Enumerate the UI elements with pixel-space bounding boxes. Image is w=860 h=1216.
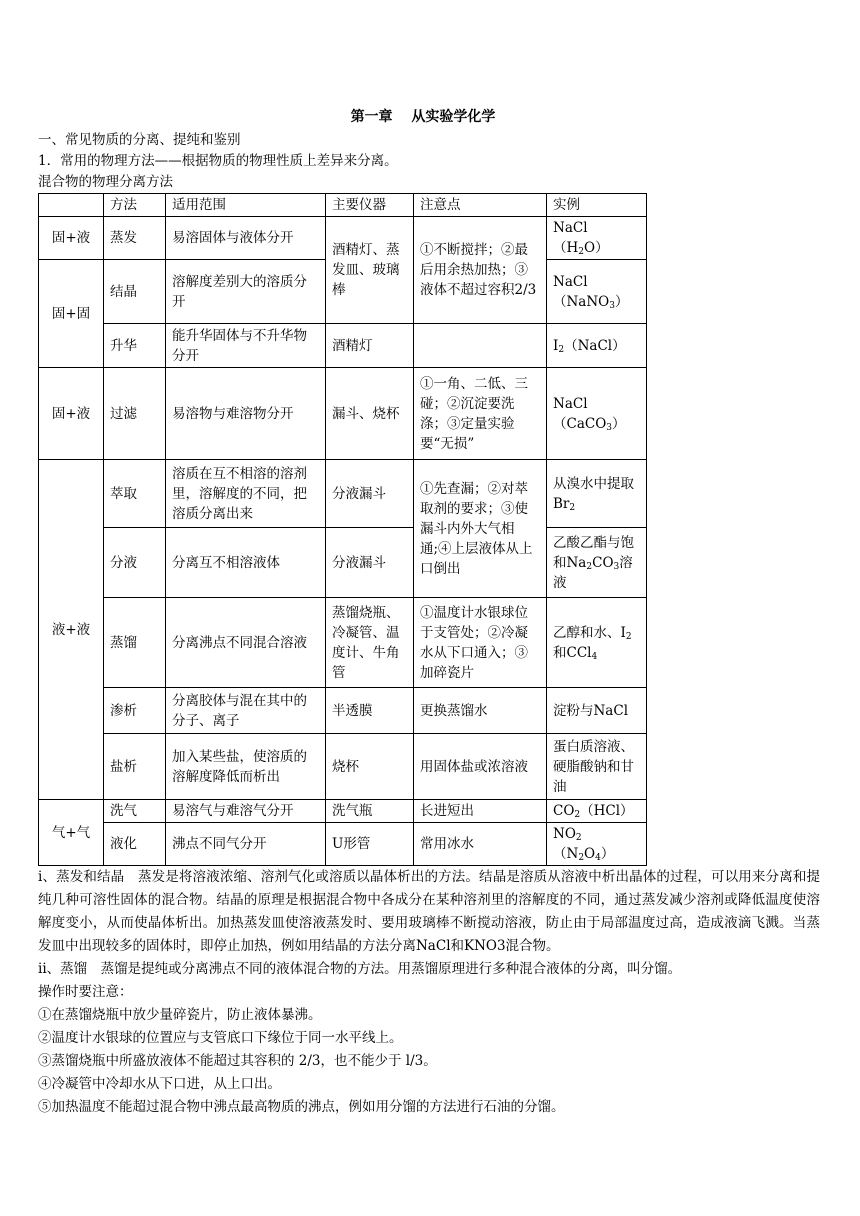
notice-item: ②温度计水银球的位置应与支管底口下缘位于同一水平线上。 [38, 1030, 403, 1046]
example-cell: 从溴水中提取$Br_2$ [547, 460, 647, 528]
example-cell: 乙醇和水、$I_2$和CCl$_4$ [547, 598, 647, 688]
notes-cell: 常用冰水 [414, 823, 547, 866]
instrument-cell: 酒精灯 [326, 324, 414, 368]
example-cell: $I_2(NaCl)$ [547, 324, 647, 368]
paragraph-distillation: ii、蒸馏 蒸馏是提纯或分离沸点不同的液体混合物的方法。用蒸馏原理进行多种混合液体的分离，叫分馏。 [38, 961, 682, 977]
scope-cell: 加入某些盐，使溶质的溶解度降低而析出 [166, 734, 326, 800]
scope-cell: 易溶气与难溶气分开 [166, 800, 326, 823]
example-cell: $CO_2(HCl)$ [547, 800, 647, 823]
subsection-heading: 1．常用的物理方法——根据物质的物理性质上差异来分离。 [38, 153, 398, 169]
method-cell: 萃取 [104, 460, 166, 528]
scope-cell: 分离互不相溶液体 [166, 528, 326, 598]
state-cell: 液+液 [39, 460, 104, 800]
table-row [39, 734, 647, 800]
header-cell: 方法 [104, 194, 166, 217]
instrument-cell: 洗气瓶 [326, 800, 414, 823]
scope-cell: 沸点不同气分开 [166, 823, 326, 866]
scope-cell: 能升华固体与不升华物分开 [166, 324, 326, 368]
separation-methods-table [38, 193, 647, 866]
notice-item: ①在蒸馏烧瓶中放少量碎瓷片，防止液体暴沸。 [38, 1007, 322, 1023]
scope-cell: 溶解度差别大的溶质分开 [166, 260, 326, 324]
method-cell: 结晶 [104, 260, 166, 324]
notice-item: ③蒸馏烧瓶中所盛放液体不能超过其容积的 2/3，也不能少于 l/3。 [38, 1053, 437, 1069]
notice-item: ④冷凝管中冷却水从下口进，从上口出。 [38, 1076, 281, 1092]
notes-cell [414, 324, 547, 368]
state-cell: 固+液 [39, 217, 104, 260]
header-cell: 主要仪器 [326, 194, 414, 217]
example-cell: 蛋白质溶液、硬脂酸钠和甘油 [547, 734, 647, 800]
notice-title: 操作时要注意： [38, 984, 133, 1000]
instrument-cell: 蒸馏烧瓶、冷凝管、温度计、牛角管 [326, 598, 414, 688]
state-cell: 固+液 [39, 368, 104, 460]
notes-cell: ①一角、二低、三碰；②沉淀要洗涤；③定量实验要“无损” [414, 368, 547, 460]
scope-cell: 易溶固体与液体分开 [166, 217, 326, 260]
state-cell: 固+固 [39, 260, 104, 368]
document-page [38, 104, 828, 1119]
example-cell: 淀粉与NaCl [547, 688, 647, 734]
instrument-cell: 半透膜 [326, 688, 414, 734]
instrument-cell: U形管 [326, 823, 414, 866]
table-row [39, 460, 647, 528]
header-cell: 实例 [547, 194, 647, 217]
method-cell: 盐析 [104, 734, 166, 800]
notes-cell: 用固体盐或浓溶液 [414, 734, 547, 800]
scope-cell: 溶质在互不相溶的溶剂里，溶解度的不同，把溶质分离出来 [166, 460, 326, 528]
notes-cell: 长进短出 [414, 800, 547, 823]
paragraph-evaporation-crystallization: i、蒸发和结晶 蒸发是将溶液浓缩、溶剂气化或溶质以晶体析出的方法。结晶是溶质从溶液中析出晶体的过程，可以用来分离和提纯几种可溶性固体的混合物。结晶的原理是根据混合物中各成分在某种溶剂里的溶解度的不同，通过蒸发减少溶剂或降低温度使溶解度变小，从而使晶体析出。加热蒸发皿使溶液蒸发时、要用玻璃棒不断搅动溶液，防止由于局部温度过高，造成液滴飞溅。当蒸发皿中出现较多的固体时，即停止加热，例如用结晶的方法分离NaCl和KNO3混合物。 [38, 869, 820, 954]
example-cell: NaCl（CaCO$_3$） [547, 368, 647, 460]
header-cell: 适用范围 [166, 194, 326, 217]
method-cell: 蒸发 [104, 217, 166, 260]
method-cell: 渗析 [104, 688, 166, 734]
chapter-title: 第一章 从实验学化学 [350, 109, 496, 125]
notes-cell: ①不断搅拌；②最后用余热加热；③液体不超过容积2/3 [414, 217, 547, 324]
header-cell [39, 194, 104, 217]
method-cell: 过滤 [104, 368, 166, 460]
notes-cell: ①温度计水银球位于支管处；②冷凝水从下口通入；③加碎瓷片 [414, 598, 547, 688]
instrument-cell: 分液漏斗 [326, 528, 414, 598]
method-cell: 液化 [104, 823, 166, 866]
header-cell: 注意点 [414, 194, 547, 217]
table-header-row [39, 194, 647, 217]
table-caption: 混合物的物理分离方法 [38, 174, 173, 190]
instrument-cell: 漏斗、烧杯 [326, 368, 414, 460]
notes-cell: 更换蒸馏水 [414, 688, 547, 734]
example-cell: 乙酸乙酯与饱和$Na_2CO_3$溶液 [547, 528, 647, 598]
example-cell: NaCl（NaNO$_3$） [547, 260, 647, 324]
instrument-cell: 酒精灯、蒸发皿、玻璃棒 [326, 217, 414, 324]
example-cell: $NO_2(N_2O_4)$ [547, 823, 647, 866]
table-row [39, 800, 647, 823]
instrument-cell: 烧杯 [326, 734, 414, 800]
method-cell: 洗气 [104, 800, 166, 823]
table-row [39, 368, 647, 460]
method-cell: 分液 [104, 528, 166, 598]
table-row [39, 598, 647, 688]
table-row [39, 217, 647, 260]
table-row [39, 823, 647, 866]
notice-item: ⑤加热温度不能超过混合物中沸点最高物质的沸点，例如用分馏的方法进行石油的分馏。 [38, 1099, 565, 1115]
body-text [38, 866, 820, 1119]
method-cell: 蒸馏 [104, 598, 166, 688]
instrument-cell: 分液漏斗 [326, 460, 414, 528]
scope-cell: 易溶物与难溶物分开 [166, 368, 326, 460]
notes-cell: ①先查漏；②对萃取剂的要求；③使漏斗内外大气相通;④上层液体从上口倒出 [414, 460, 547, 598]
method-cell: 升华 [104, 324, 166, 368]
table-row [39, 688, 647, 734]
table-row [39, 528, 647, 598]
table-row [39, 324, 647, 368]
section-heading: 一、常见物质的分离、提纯和鉴别 [38, 132, 241, 148]
example-cell: $NaCl(H_2O)$ [547, 217, 647, 260]
state-cell: 气+气 [39, 800, 104, 866]
scope-cell: 分离沸点不同混合溶液 [166, 598, 326, 688]
scope-cell: 分离胶体与混在其中的分子、离子 [166, 688, 326, 734]
